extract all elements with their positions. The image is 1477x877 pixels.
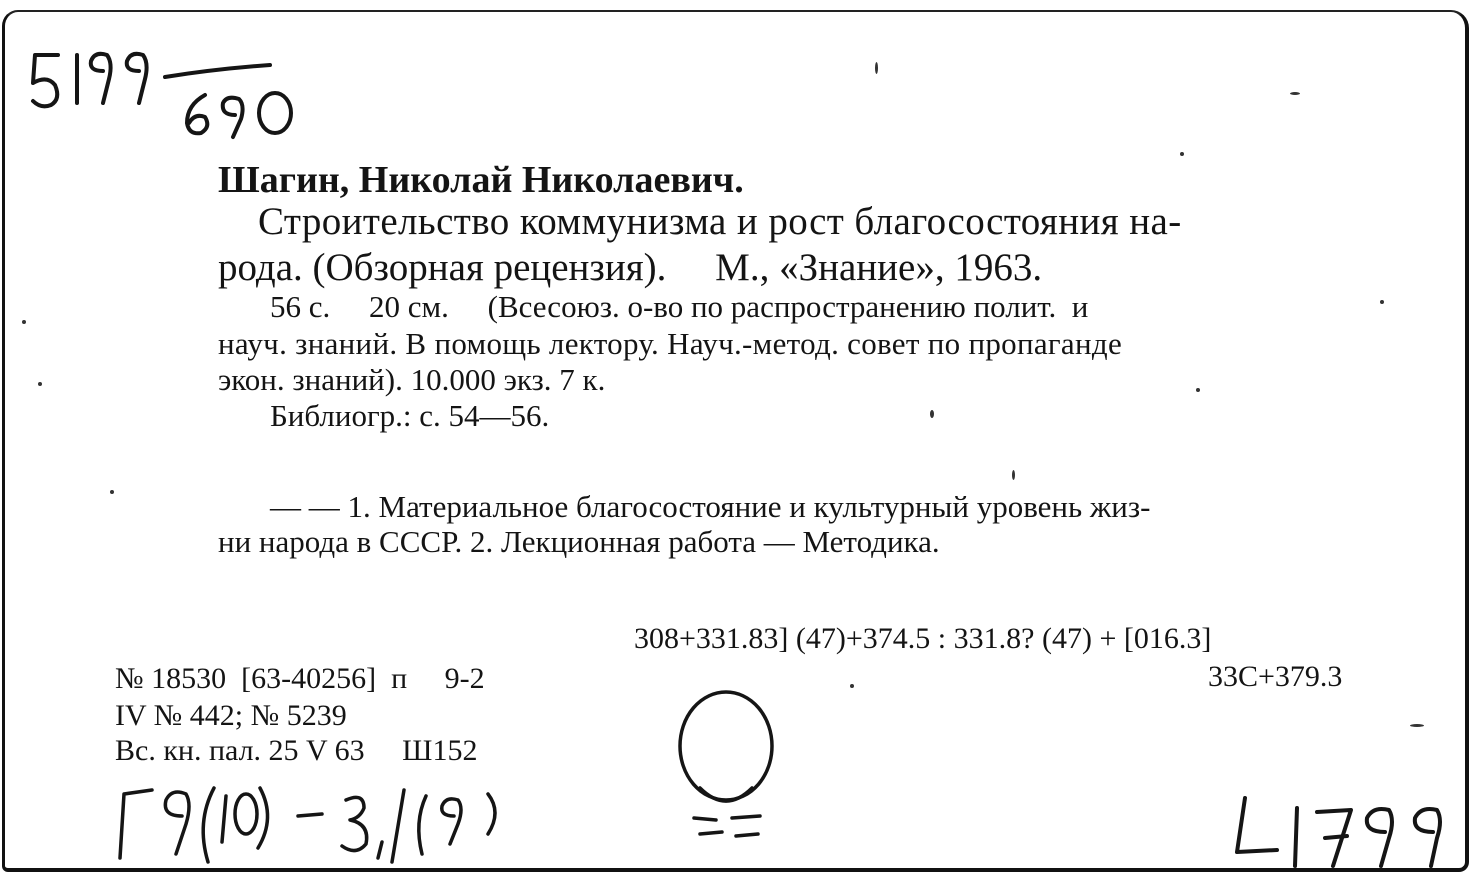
bibliography-note: Библиогр.: с. 54—56. [270, 398, 550, 433]
ink-speck [1012, 470, 1015, 480]
ink-speck [1380, 300, 1384, 304]
publisher-record-line-1: № 18530 [63-40256] п 9-2 [115, 662, 485, 695]
ink-speck [875, 62, 878, 74]
title-line-1: Строительство коммунизма и рост благосостояния на- [258, 200, 1182, 243]
ink-speck [1196, 388, 1200, 392]
classification-line-2: 33С+379.3 [1208, 660, 1343, 693]
classification-line-1: 308+331.83] (47)+374.5 : 331.8? (47) + [016.3] [634, 622, 1212, 655]
stamp-mark [670, 688, 790, 868]
ink-speck [850, 684, 854, 688]
ink-speck [110, 490, 114, 494]
description-line-3: экон. знаний). 10.000 экз. 7 к. [218, 362, 606, 397]
ink-speck [38, 382, 42, 386]
author-heading: Шагин, Николай Николаевич. [218, 159, 744, 201]
subject-heading-line-2: ни народа в СССР. 2. Лекционная работа — Методика. [218, 524, 940, 559]
handwritten-inventory-number [1225, 790, 1460, 875]
ink-speck [22, 320, 26, 324]
subject-heading-line-1: — — 1. Материальное благосостояние и культурный уровень жиз- [270, 489, 1151, 524]
handwritten-classification-code [110, 772, 550, 872]
title-line-2: рода. (Обзорная рецензия). М., «Знание», 1963. [218, 246, 1043, 289]
publisher-record-line-2: IV № 442; № 5239 [115, 699, 347, 732]
description-line-1: 56 с. 20 см. (Всесоюз. о-во по распространению полит. и [270, 289, 1089, 324]
ink-speck [1290, 92, 1300, 95]
ink-speck [1180, 152, 1184, 156]
ink-speck [1410, 724, 1424, 727]
description-line-2: науч. знаний. В помощь лектору. Науч.-метод. совет по пропаганде [218, 326, 1123, 361]
publisher-record-line-3: Вс. кн. пал. 25 V 63 Ш152 [115, 734, 478, 767]
handwritten-call-number [25, 35, 315, 150]
ink-speck [930, 410, 934, 418]
